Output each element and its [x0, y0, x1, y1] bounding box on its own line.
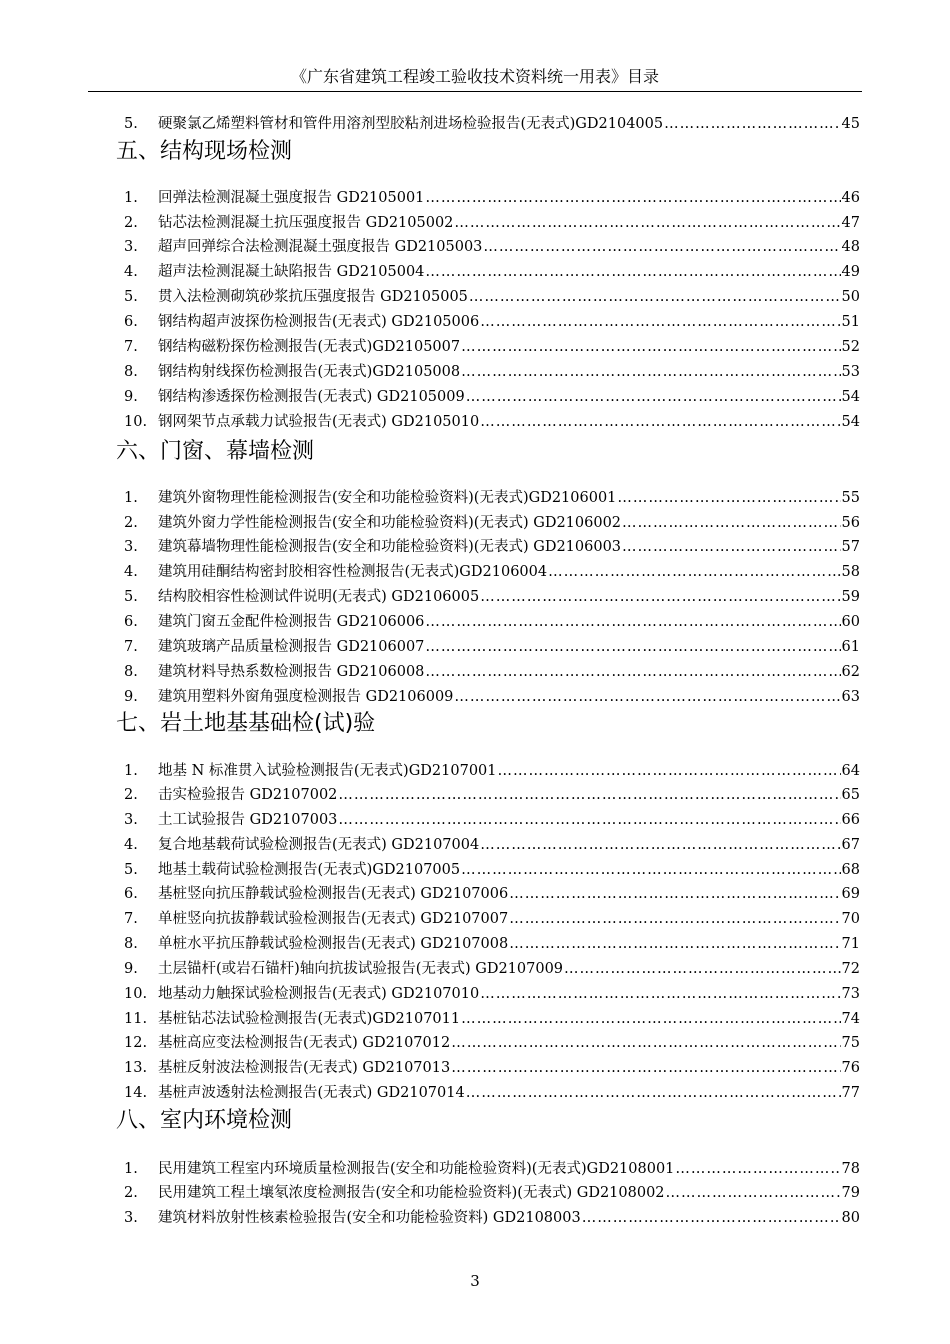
toc-entry-page: 60 [841, 614, 860, 630]
toc-entry[interactable] [124, 880, 860, 904]
toc-entry-title: 回弹法检测混凝土强度报告 GD2105001 [158, 190, 425, 206]
toc-entry-title: 击实检验报告 GD2107002 [158, 787, 338, 803]
toc-entry[interactable] [124, 831, 860, 855]
toc-entry-number: 8. [124, 936, 138, 952]
toc-dot-leader [338, 785, 840, 805]
toc-dot-leader [480, 587, 840, 607]
toc-entry[interactable] [124, 583, 860, 607]
toc-entry[interactable] [124, 1079, 860, 1103]
toc-dot-leader [664, 114, 840, 134]
toc-entry[interactable] [124, 110, 860, 134]
toc-entry-title: 建筑材料导热系数检测报告 GD2106008 [158, 664, 425, 680]
toc-entry-page: 79 [841, 1185, 860, 1201]
toc-entry-number: 7. [124, 639, 138, 655]
toc-entry[interactable] [124, 533, 860, 557]
toc-entry-page: 75 [841, 1035, 860, 1051]
page-header-title: 《广东省建筑工程竣工验收技术资料统一用表》目录 [290, 67, 659, 86]
toc-entry-title: 钢网架节点承载力试验报告(无表式) GD2105010 [158, 414, 480, 430]
toc-entry-page: 55 [841, 490, 860, 506]
toc-entry-title: 硬聚氯乙烯塑料管材和管件用溶剂型胶粘剂进场检验报告(无表式)GD2104005 [158, 116, 664, 132]
toc-entry-page: 78 [841, 1161, 860, 1177]
toc-dot-leader [425, 637, 840, 657]
toc-entry[interactable] [124, 683, 860, 707]
toc-entry[interactable] [124, 509, 860, 533]
toc-dot-leader [425, 612, 840, 632]
toc-entry-page: 59 [841, 589, 860, 605]
toc-entry[interactable] [124, 308, 860, 332]
toc-entry-title: 建筑门窗五金配件检测报告 GD2106006 [158, 614, 425, 630]
toc-dot-leader [483, 237, 840, 257]
toc-entry-title: 建筑玻璃产品质量检测报告 GD2106007 [158, 639, 425, 655]
toc-entry-title: 地基动力触探试验检测报告(无表式) GD2107010 [158, 986, 480, 1002]
toc-dot-leader [454, 213, 840, 233]
toc-entry-title: 建筑幕墙物理性能检测报告(安全和功能检验资料)(无表式) GD2106003 [158, 539, 622, 555]
toc-entry-number: 4. [124, 837, 138, 853]
toc-entry-page: 69 [841, 886, 860, 902]
toc-entry-title: 钢结构超声波探伤检测报告(无表式) GD2105006 [158, 314, 480, 330]
toc-entry-title: 单桩水平抗压静载试验检测报告(无表式) GD2107008 [158, 936, 509, 952]
toc-entry-number: 5. [124, 289, 138, 305]
toc-entry[interactable] [124, 608, 860, 632]
toc-entry[interactable] [124, 333, 860, 357]
toc-dot-leader [548, 562, 840, 582]
toc-entry-number: 5. [124, 116, 138, 132]
toc-dot-leader [480, 984, 840, 1004]
toc-entry-number: 1. [124, 1161, 138, 1177]
toc-dot-leader [509, 909, 840, 929]
toc-entry-number: 2. [124, 215, 138, 231]
toc-entry-title: 超声回弹综合法检测混凝土强度报告 GD2105003 [158, 239, 483, 255]
toc-entry-number: 13. [124, 1060, 148, 1076]
toc-entry-page: 53 [841, 364, 860, 380]
toc-entry-page: 80 [841, 1210, 860, 1226]
toc-entry[interactable] [124, 781, 860, 805]
toc-dot-leader [461, 362, 840, 382]
toc-dot-leader [498, 761, 841, 781]
toc-dot-leader [425, 662, 840, 682]
toc-entry-page: 51 [841, 314, 860, 330]
toc-entry-page: 68 [841, 862, 860, 878]
toc-entry-page: 50 [841, 289, 860, 305]
toc-entry[interactable] [124, 658, 860, 682]
toc-entry[interactable] [124, 1029, 860, 1053]
toc-entry-page: 63 [841, 689, 860, 705]
toc-entry-number: 1. [124, 490, 138, 506]
toc-entry-page: 74 [841, 1011, 860, 1027]
toc-entry[interactable] [124, 358, 860, 382]
toc-entry[interactable] [124, 980, 860, 1004]
toc-entry-number: 5. [124, 589, 138, 605]
toc-entry-title: 钢结构磁粉探伤检测报告(无表式)GD2105007 [158, 339, 461, 355]
toc-entry-title: 民用建筑工程室内环境质量检测报告(安全和功能检验资料)(无表式)GD2108001 [158, 1161, 675, 1177]
toc-dot-leader [338, 810, 840, 830]
toc-entry-page: 61 [841, 639, 860, 655]
toc-dot-leader [466, 1083, 841, 1103]
toc-entry-title: 结构胶相容性检测试件说明(无表式) GD2106005 [158, 589, 480, 605]
toc-entry-number: 3. [124, 812, 138, 828]
toc-entry-title: 超声法检测混凝土缺陷报告 GD2105004 [158, 264, 425, 280]
toc-dot-leader [451, 1033, 840, 1053]
toc-dot-leader [564, 959, 841, 979]
toc-entry[interactable] [124, 1005, 860, 1029]
toc-entry-title: 地基 N 标准贯入试验检测报告(无表式)GD2107001 [158, 763, 497, 779]
header-rule [88, 91, 862, 92]
toc-entry[interactable] [124, 209, 860, 233]
toc-entry-page: 57 [841, 539, 860, 555]
toc-entry-page: 52 [841, 339, 860, 355]
toc-entry-page: 47 [841, 215, 860, 231]
toc-entry[interactable] [124, 1179, 860, 1203]
toc-entry-title: 建筑用硅酮结构密封胶相容性检测报告(无表式)GD2106004 [158, 564, 548, 580]
toc-entry[interactable] [124, 757, 860, 781]
toc-entry-page: 54 [841, 414, 860, 430]
toc-entry-title: 基桩反射波法检测报告(无表式) GD2107013 [158, 1060, 451, 1076]
toc-entry-title: 土工试验报告 GD2107003 [158, 812, 338, 828]
toc-entry[interactable] [124, 408, 860, 432]
toc-entry[interactable] [124, 484, 860, 508]
toc-entry-page: 76 [841, 1060, 860, 1076]
toc-entry-number: 14. [124, 1085, 148, 1101]
toc-dot-leader [469, 287, 841, 307]
toc-entry-title: 土层锚杆(或岩石锚杆)轴向抗拔试验报告(无表式) GD2107009 [158, 961, 564, 977]
toc-dot-leader [675, 1159, 840, 1179]
toc-entry[interactable] [124, 633, 860, 657]
toc-entry-title: 民用建筑工程土壤氡浓度检测报告(安全和功能检验资料)(无表式) GD2108002 [158, 1185, 665, 1201]
toc-entry-number: 6. [124, 314, 138, 330]
toc-dot-leader [666, 1183, 841, 1203]
toc-dot-leader [451, 1058, 840, 1078]
toc-entry-title: 基桩高应变法检测报告(无表式) GD2107012 [158, 1035, 451, 1051]
toc-entry-page: 71 [841, 936, 860, 952]
section-heading: 五、结构现场检测 [116, 139, 293, 164]
toc-entry-number: 8. [124, 364, 138, 380]
toc-entry[interactable] [124, 184, 860, 208]
toc-entry[interactable] [124, 233, 860, 257]
toc-entry-page: 62 [841, 664, 860, 680]
page-number: 3 [470, 1272, 480, 1290]
toc-entry-number: 9. [124, 389, 138, 405]
toc-entry-title: 建筑外窗力学性能检测报告(安全和功能检验资料)(无表式) GD2106002 [158, 515, 622, 531]
toc-entry-number: 3. [124, 539, 138, 555]
toc-entry-number: 12. [124, 1035, 148, 1051]
toc-entry-title: 单桩竖向抗拔静载试验检测报告(无表式) GD2107007 [158, 911, 509, 927]
toc-entry-title: 基桩声波透射法检测报告(无表式) GD2107014 [158, 1085, 465, 1101]
toc-entry[interactable] [124, 930, 860, 954]
toc-entry[interactable] [124, 1054, 860, 1078]
toc-entry-number: 2. [124, 515, 138, 531]
section-heading: 八、室内环境检测 [116, 1108, 293, 1133]
toc-entry[interactable] [124, 905, 860, 929]
toc-dot-leader [461, 337, 840, 357]
section-heading: 七、岩土地基基础检(试)验 [116, 711, 376, 736]
toc-dot-leader [454, 687, 840, 707]
toc-entry[interactable] [124, 955, 860, 979]
toc-entry-title: 钢结构射线探伤检测报告(无表式)GD2105008 [158, 364, 461, 380]
toc-entry-number: 4. [124, 564, 138, 580]
toc-entry-number: 5. [124, 862, 138, 878]
toc-entry-page: 77 [841, 1085, 860, 1101]
toc-entry-page: 64 [841, 763, 860, 779]
toc-entry-title: 建筑材料放射性核素检验报告(安全和功能检验资料) GD2108003 [158, 1210, 581, 1226]
toc-entry-number: 9. [124, 689, 138, 705]
toc-entry-page: 58 [841, 564, 860, 580]
toc-dot-leader [461, 1009, 840, 1029]
toc-entry-number: 4. [124, 264, 138, 280]
toc-entry-page: 72 [841, 961, 860, 977]
toc-entry-number: 8. [124, 664, 138, 680]
toc-entry[interactable] [124, 258, 860, 282]
toc-entry-number: 1. [124, 190, 138, 206]
toc-dot-leader [461, 860, 840, 880]
toc-entry[interactable] [124, 1204, 860, 1228]
toc-entry[interactable] [124, 856, 860, 880]
toc-entry-page: 66 [841, 812, 860, 828]
toc-entry-title: 复合地基载荷试验检测报告(无表式) GD2107004 [158, 837, 480, 853]
section-heading: 六、门窗、幕墙检测 [116, 439, 315, 464]
toc-entry-page: 67 [841, 837, 860, 853]
toc-dot-leader [425, 188, 840, 208]
toc-entry-number: 9. [124, 961, 138, 977]
toc-entry-number: 1. [124, 763, 138, 779]
toc-entry-title: 钢结构渗透探伤检测报告(无表式) GD2105009 [158, 389, 465, 405]
toc-entry[interactable] [124, 1155, 860, 1179]
toc-entry-number: 2. [124, 1185, 138, 1201]
toc-entry-title: 贯入法检测砌筑砂浆抗压强度报告 GD2105005 [158, 289, 468, 305]
toc-entry-title: 建筑用塑料外窗角强度检测报告 GD2106009 [158, 689, 454, 705]
toc-entry[interactable] [124, 558, 860, 582]
toc-entry-title: 建筑外窗物理性能检测报告(安全和功能检验资料)(无表式)GD2106001 [158, 490, 617, 506]
toc-entry-number: 10. [124, 986, 148, 1002]
toc-entry-page: 46 [841, 190, 860, 206]
toc-entry-number: 6. [124, 614, 138, 630]
toc-dot-leader [622, 537, 841, 557]
toc-entry-page: 54 [841, 389, 860, 405]
toc-entry-page: 49 [841, 264, 860, 280]
toc-entry-title: 钻芯法检测混凝土抗压强度报告 GD2105002 [158, 215, 454, 231]
toc-dot-leader [480, 412, 840, 432]
toc-entry-page: 70 [841, 911, 860, 927]
toc-entry-number: 6. [124, 886, 138, 902]
toc-entry-title: 基桩竖向抗压静载试验检测报告(无表式) GD2107006 [158, 886, 509, 902]
toc-entry[interactable] [124, 383, 860, 407]
toc-entry-page: 65 [841, 787, 860, 803]
toc-dot-leader [617, 488, 840, 508]
toc-dot-leader [509, 884, 840, 904]
toc-entry-title: 地基土载荷试验检测报告(无表式)GD2107005 [158, 862, 461, 878]
toc-entry-title: 基桩钻芯法试验检测报告(无表式)GD2107011 [158, 1011, 461, 1027]
toc-entry-number: 3. [124, 239, 138, 255]
toc-entry-number: 7. [124, 339, 138, 355]
toc-entry-page: 56 [841, 515, 860, 531]
toc-entry-number: 3. [124, 1210, 138, 1226]
toc-dot-leader [509, 934, 840, 954]
toc-entry-number: 10. [124, 414, 148, 430]
toc-dot-leader [466, 387, 841, 407]
toc-entry-page: 45 [841, 116, 860, 132]
toc-entry-number: 11. [124, 1011, 148, 1027]
toc-dot-leader [622, 513, 841, 533]
toc-dot-leader [582, 1208, 841, 1228]
toc-entry-number: 2. [124, 787, 138, 803]
toc-dot-leader [480, 835, 840, 855]
toc-entry-page: 48 [841, 239, 860, 255]
toc-dot-leader [425, 262, 840, 282]
toc-entry[interactable] [124, 806, 860, 830]
toc-entry[interactable] [124, 283, 860, 307]
toc-entry-page: 73 [841, 986, 860, 1002]
toc-entry-number: 7. [124, 911, 138, 927]
toc-dot-leader [480, 312, 840, 332]
